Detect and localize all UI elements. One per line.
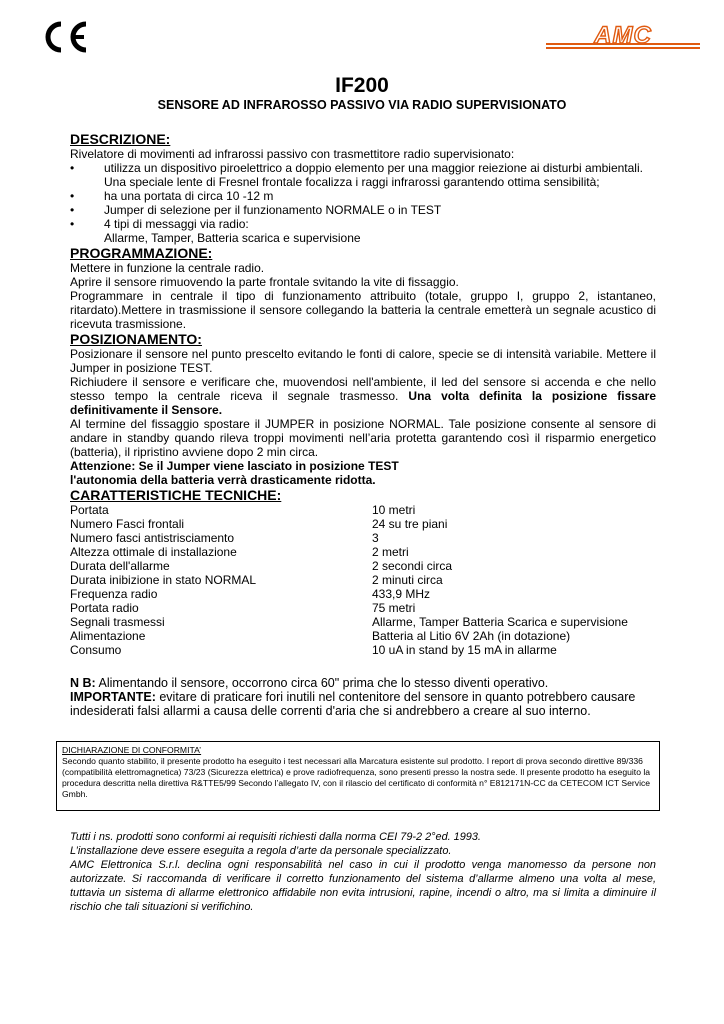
bullet-glyph: • [70, 189, 75, 203]
programmazione-heading: PROGRAMMAZIONE: [70, 245, 213, 261]
declaration-heading: DICHIARAZIONE DI CONFORMITA’ [62, 745, 202, 755]
descrizione-heading: DESCRIZIONE: [70, 131, 171, 147]
spec-label: Durata dell'allarme [70, 559, 170, 573]
spec-value: 75 metri [372, 601, 416, 615]
section-notes [70, 676, 656, 718]
descrizione-bullet-list [70, 161, 656, 245]
nb-note: N B: Alimentando il sensore, occorrono circa 60" prima che lo stesso diventi operativo. [70, 676, 549, 690]
important-note: IMPORTANTE: evitare di praticare fori inutili nel contenitore del sensore in quanto potrebbero causare indesiderati falsi allarmi a causa delle correnti d'aria che si andrebbero a creare al suo interno. [70, 690, 636, 718]
posizionamento-heading: POSIZIONAMENTO: [70, 331, 202, 347]
warning-line: Attenzione: Se il Jumper viene lasciato in posizione TEST [70, 459, 399, 473]
section-programmazione [70, 245, 656, 331]
footer-notes [70, 830, 656, 914]
spec-value: 433,9 MHz [372, 587, 431, 601]
ce-mark-logo [42, 20, 90, 54]
bullet-glyph: • [70, 217, 75, 231]
section-descrizione [70, 131, 656, 245]
main-content [70, 131, 656, 718]
spec-label: Frequenza radio [70, 587, 158, 601]
spec-label: Alimentazione [70, 629, 146, 643]
spec-label: Numero Fasci frontali [70, 517, 185, 531]
spec-value: Allarme, Tamper Batteria Scarica e supervisione [372, 615, 628, 629]
spec-label: Portata radio [70, 601, 139, 615]
posizionamento-p1: Posizionare il sensore nel punto prescelto evitando le fonti di calore, specie se di intensità variabile. Mettere il Jumper in posizione TEST. [70, 347, 656, 375]
spec-value: 2 metri [372, 545, 409, 559]
programmazione-paragraph: Programmare in centrale il tipo di funzionamento attribuito (totale, gruppo I, gruppo 2, istantaneo, ritardato).Mettere in trasmissione il sensore collegando la batteria la centrale emetterà un segnale acustico di ricevuta trasmissione. [70, 289, 656, 331]
amc-logo-text: AMC [594, 22, 652, 49]
footer-line: Tutti i ns. prodotti sono conformi ai requisiti richiesti dalla norma CEI 79-2 2°ed. 1993. [70, 831, 481, 843]
spec-label: Altezza ottimale di installazione [70, 545, 237, 559]
spec-value: 10 metri [372, 503, 416, 517]
spec-label: Segnali trasmessi [70, 615, 165, 629]
posizionamento-p3: Al termine del fissaggio spostare il JUMPER in posizione NORMAL. Tale posizione consente al sensore di andare in standby quando rileva troppi movimenti nell’aria protetta garantendo così il risparmio energetico (batteria), il ripristino avviene dopo 2 min circa. [70, 417, 656, 459]
product-title: IF200 [335, 74, 389, 97]
spec-label: Numero fasci antistrisciamento [70, 531, 235, 545]
section-caratteristiche [70, 487, 656, 657]
footer-disclaimer: AMC Elettronica S.r.l. declina ogni responsabilità nel caso in cui il prodotto venga manomesso da persone non autorizzate. Si raccomanda di verificare il corretto funzionamento del sistema d’allarme almeno una volta al mese, tuttavia un sistema di allarme elettronico affidabile non evita intrusioni, rapine, incendi o altro, ma si limita a diminuire il rischio che tali situazioni si verifichino. [70, 859, 656, 913]
list-item: • 4 tipi di messaggi via radio: Allarme, Tamper, Batteria scarica e supervisione [70, 217, 361, 245]
spec-value: Batteria al Litio 6V 2Ah (in dotazione) [372, 629, 571, 643]
spec-value: 10 uA in stand by 15 mA in allarme [372, 643, 557, 657]
spec-label: Consumo [70, 643, 122, 657]
declaration-text: Secondo quanto stabilito, il presente prodotto ha eseguito i test necessari alla Marcatura esistente sul prodotto. I report di prova secondo direttive 89/336 (compatibilità elettromagnetica) 73/23 (Sicurezza elettrica) e prove radiofrequenza, sono presenti presso la nostra sede. Il presente prodotto ha eseguito la procedura descritta nella direttiva R&TTE5/99 Secondo l’allegato IV, con il rilascio del certificato di conformità n° E812171N-CC da CETECOM ICT Service Gmbh. [62, 756, 651, 799]
caratteristiche-heading: CARATTERISTICHE TECNICHE: [70, 487, 282, 503]
bullet-glyph: • [70, 161, 75, 175]
descrizione-intro: Rivelatore di movimenti ad infrarossi passivo con trasmettitore radio supervisionato: [70, 147, 515, 161]
product-subtitle: SENSORE AD INFRAROSSO PASSIVO VIA RADIO SUPERVISIONATO [157, 98, 567, 112]
programmazione-line: Mettere in funzione la centrale radio. [70, 261, 265, 275]
list-item: • Jumper di selezione per il funzionamento NORMALE o in TEST [70, 203, 442, 217]
spec-value: 3 [372, 531, 379, 545]
spec-value: 2 secondi circa [372, 559, 453, 573]
list-item: • ha una portata di circa 10 -12 m [70, 189, 274, 203]
spec-label: Durata inibizione in stato NORMAL [70, 573, 257, 587]
warning-line: l'autonomia della batteria verrà drasticamente ridotta. [70, 473, 376, 487]
bullet-glyph: • [70, 203, 75, 217]
conformity-declaration-box [56, 741, 660, 811]
section-posizionamento [70, 331, 656, 487]
list-item: • utilizza un dispositivo piroelettrico a doppio elemento per una maggior reiezione ai disturbi ambientali. Una speciale lente di Fresnel frontale focalizza i raggi infrarossi garantendo ottima sensibilità; [70, 161, 643, 189]
spec-value: 2 minuti circa [372, 573, 443, 587]
amc-brand-logo [546, 22, 700, 52]
spec-value: 24 su tre piani [372, 517, 448, 531]
specs-table [70, 503, 656, 657]
spec-label: Portata [70, 503, 109, 517]
posizionamento-p2: Richiudere il sensore e verificare che, muovendosi nell'ambiente, il led del sensore si accenda e che nello stesso tempo la centrale riceva il segnale trasmesso. Una volta definita la posizione fissare definitivamente il Sensore. [70, 375, 656, 417]
programmazione-line: Aprire il sensore rimuovendo la parte frontale svitando la vite di fissaggio. [70, 275, 459, 289]
footer-line: L’installazione deve essere eseguita a regola d’arte da personale specializzato. [70, 845, 452, 857]
